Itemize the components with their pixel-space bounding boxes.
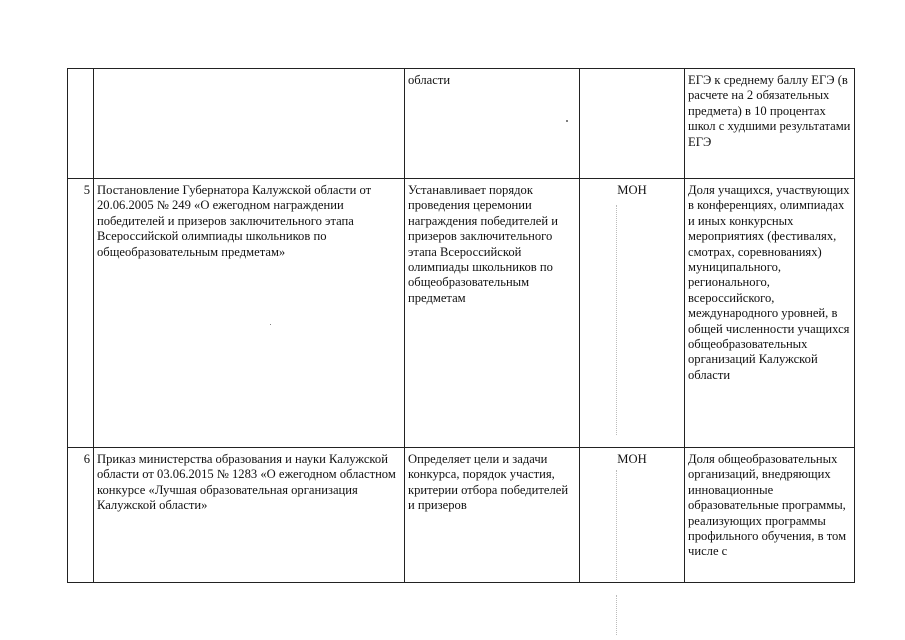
document-cell: Приказ министерства образования и науки Калужской области от 03.06.2015 № 1283 «О ежегодном областном конкурсе «Лучшая образовательная организация Калужской области» xyxy=(94,448,405,583)
row-number-cell: 5 xyxy=(68,179,94,448)
scan-dotted-line xyxy=(616,205,618,435)
scan-dotted-line xyxy=(616,595,618,635)
purpose-cell: Устанавливает порядок проведения церемонии награждения победителей и призеров заключительного этапа Всероссийской олимпиады школьников по общеобразовательным предметам xyxy=(405,179,580,448)
scan-speck xyxy=(566,120,568,122)
scan-speck xyxy=(270,324,271,325)
row-number-cell: 6 xyxy=(68,448,94,583)
table-row xyxy=(68,448,855,583)
organization-cell xyxy=(580,69,685,179)
purpose-cell: области xyxy=(405,69,580,179)
table-row xyxy=(68,179,855,448)
scan-dotted-line xyxy=(616,470,618,580)
row-number-cell xyxy=(68,69,94,179)
indicator-cell: Доля общеобразовательных организаций, внедряющих инновационные образовательные программы, реализующих программы профильного обучения, в том числе с xyxy=(685,448,855,583)
indicator-cell: Доля учащихся, участвующих в конференциях, олимпиадах и иных конкурсных мероприятиях (фестивалях, смотрах, соревнованиях) муниципального, регионального, всероссийского, международного уровней, в общей численности учащихся общеобразовательных организаций Калужской области xyxy=(685,179,855,448)
document-cell xyxy=(94,69,405,179)
document-cell: Постановление Губернатора Калужской области от 20.06.2005 № 249 «О ежегодном награждении победителей и призеров заключительного этапа Всероссийской олимпиады школьников по общеобразовательным предметам» xyxy=(94,179,405,448)
legal-acts-table xyxy=(67,68,855,583)
organization-cell: МОН xyxy=(580,179,685,448)
table-row xyxy=(68,69,855,179)
purpose-cell: Определяет цели и задачи конкурса, порядок участия, критерии отбора победителей и призеров xyxy=(405,448,580,583)
indicator-cell: ЕГЭ к среднему баллу ЕГЭ (в расчете на 2 обязательных предмета) в 10 процентах школ с худшими результатами ЕГЭ xyxy=(685,69,855,179)
organization-cell: МОН xyxy=(580,448,685,583)
